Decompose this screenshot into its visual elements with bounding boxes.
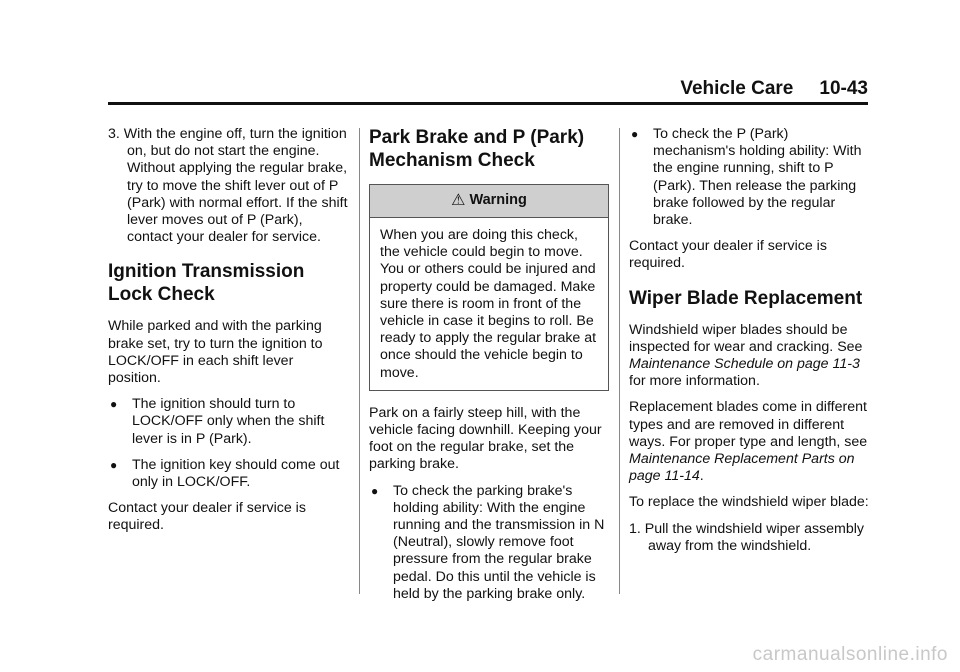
column-divider-1 [359, 128, 360, 594]
list-item: ● The ignition key should come out only in LOCK/OFF. [110, 456, 340, 491]
ignition-lock-heading: Ignition Transmission Lock Check [108, 261, 305, 306]
warning-icon: ⚠ [451, 192, 466, 210]
step-3: 3. With the engine off, turn the ignition on, but do not start the engine. Without applying the regular brake, try to move the shift lever out of P (Park) with normal effort. If the shift lever moves out of P (Park), contact your dealer for service. [108, 126, 348, 246]
right-column [629, 126, 871, 564]
left-column [108, 126, 350, 544]
replacement-parts-ref[interactable]: Maintenance Replacement Parts on page 11-14 [629, 451, 855, 485]
middle-column [369, 126, 609, 612]
list-item: ● The ignition should turn to LOCK/OFF only when the shift lever is in P (Park). [110, 396, 325, 447]
wiper-replace-intro: To replace the windshield wiper blade: [629, 494, 869, 511]
header-rule [108, 102, 868, 105]
watermark: carmanualsonline.info [752, 644, 948, 665]
warning-body: When you are doing this check, the vehicle could begin to move. You or others could be injured and property could be damaged. Make sure there is room in front of the vehicle in case it begins to roll. Be ready to apply the regular brake at once should the vehicle begin to move. [380, 227, 597, 381]
list-item: ● To check the P (Park) mechanism's holding ability: With the engine running, shift to P (Park). Then release the parking brake followed by the regular brake. [631, 126, 862, 229]
contact-dealer-text: Contact your dealer if service is required. [629, 238, 827, 272]
bullet-icon: ● [371, 483, 379, 498]
maintenance-schedule-ref[interactable]: Maintenance Schedule on page 11-3 [629, 356, 860, 373]
page-header [108, 76, 868, 102]
bullet-icon: ● [631, 127, 639, 141]
contact-dealer-text: Contact your dealer if service is required. [108, 500, 306, 534]
warning-header [370, 185, 608, 218]
wiper-inspect-text: Windshield wiper blades should be inspected for wear and cracking. See Maintenance Schedule on page 11-3 for more information. [629, 321, 863, 390]
park-brake-heading: Park Brake and P (Park) Mechanism Check [369, 127, 585, 171]
bullet-icon: ● [110, 457, 118, 472]
warning-title: Warning [469, 192, 527, 209]
wiper-heading: Wiper Blade Replacement [629, 287, 863, 309]
column-divider-2 [619, 128, 620, 594]
bullet-icon: ● [110, 397, 118, 412]
ignition-intro: While parked and with the parking brake set, try to turn the ignition to LOCK/OFF in each shift lever position. [108, 318, 323, 387]
list-item: ● To check the parking brake's holding ability: With the engine running and the transmission in N (Neutral), slowly remove foot pressure from the regular brake pedal. Do this until the vehicle is held by the parking brake only. [371, 482, 605, 602]
section-title: Vehicle Care [680, 78, 794, 99]
wiper-types-text: Replacement blades come in different types and are removed in different ways. For proper type and length, see Maintenance Replacement Parts on page 11-14. [629, 399, 868, 485]
step-1: 1. Pull the windshield wiper assembly away from the windshield. [629, 520, 864, 554]
page-number: 10-43 [819, 78, 868, 99]
warning-box [369, 184, 609, 391]
park-hill-text: Park on a fairly steep hill, with the vehicle facing downhill. Keeping your foot on the regular brake, set the parking brake. [369, 404, 602, 473]
